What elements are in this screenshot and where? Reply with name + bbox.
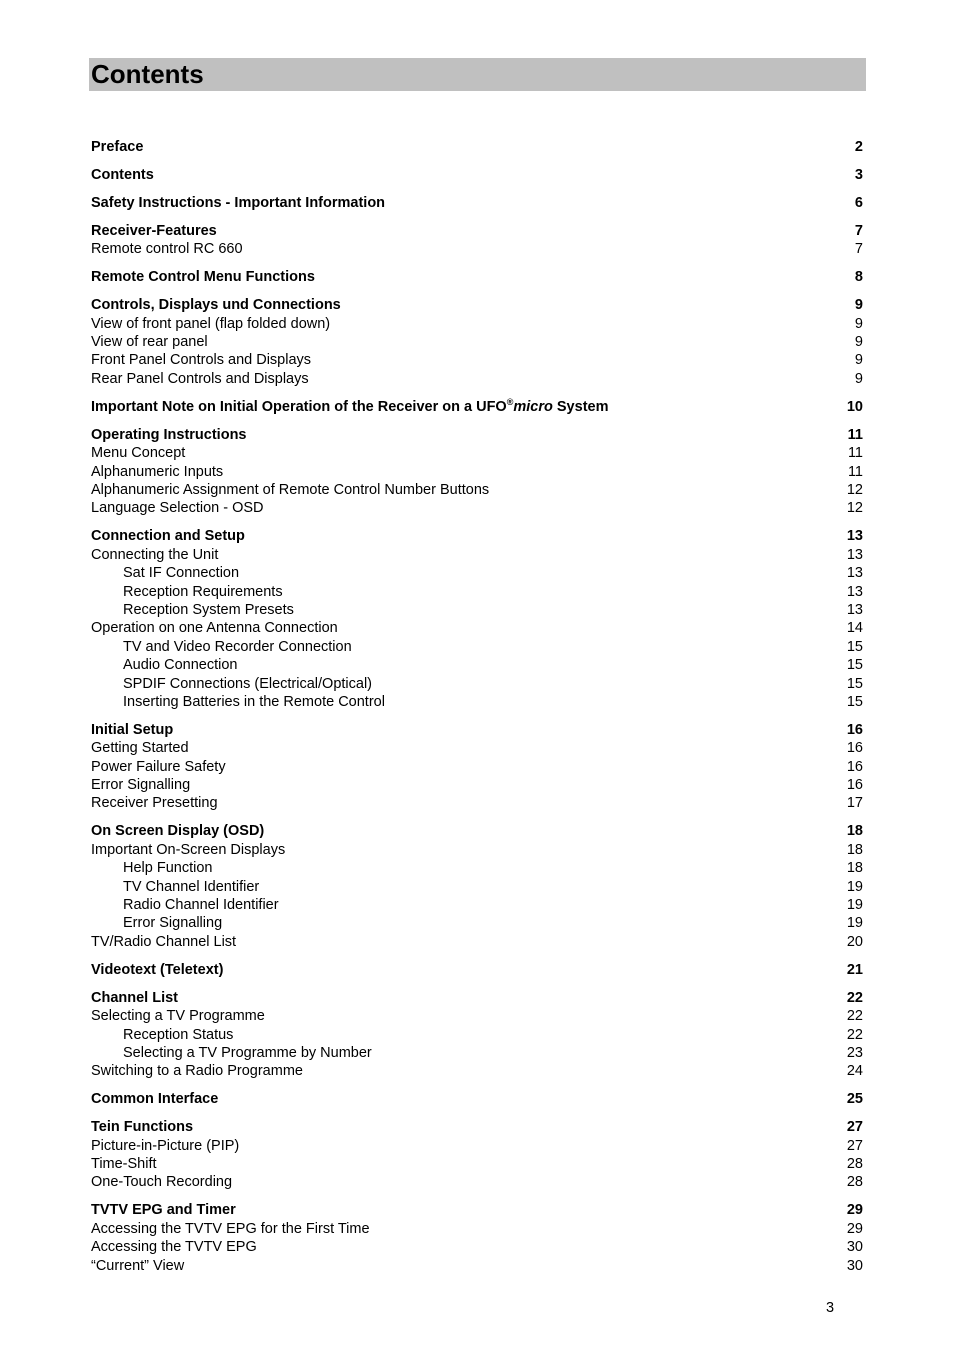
toc-entry-label: SPDIF Connections (Electrical/Optical) xyxy=(123,675,372,692)
toc-entry-label: “Current” View xyxy=(91,1257,185,1274)
toc-chapter-entry[interactable] xyxy=(91,989,863,1007)
toc-entry-label: Time-Shift xyxy=(91,1156,157,1173)
toc-page-number: 10 xyxy=(846,398,863,415)
toc-page-number: 29 xyxy=(846,1220,863,1237)
section-gap xyxy=(91,518,863,528)
toc-page-number: 27 xyxy=(846,1119,863,1136)
toc-page-number: 12 xyxy=(846,482,863,499)
toc-subentry[interactable] xyxy=(91,794,863,812)
toc-subentry[interactable] xyxy=(91,370,863,388)
toc-page-number: 14 xyxy=(846,620,863,637)
toc-subentry[interactable] xyxy=(91,933,863,951)
toc-subentry[interactable] xyxy=(91,463,863,481)
toc-chapter-entry[interactable] xyxy=(91,222,863,240)
toc-page-number: 15 xyxy=(846,675,863,692)
toc-subentry[interactable] xyxy=(91,638,863,656)
toc-page-number: 15 xyxy=(846,638,863,655)
toc-entry-label: Videotext (Teletext) xyxy=(91,961,224,978)
toc-entry-label: TV/Radio Channel List xyxy=(91,933,237,950)
toc-entry-label: TV Channel Identifier xyxy=(123,878,260,895)
toc-subentry[interactable] xyxy=(91,333,863,351)
toc-entry-label: Operating Instructions xyxy=(91,426,247,443)
toc-chapter-entry[interactable] xyxy=(91,1201,863,1219)
toc-subentry[interactable] xyxy=(91,619,863,637)
toc-chapter-entry[interactable] xyxy=(91,166,863,184)
toc-page-number: 20 xyxy=(846,933,863,950)
toc-entry-label: Selecting a TV Programme by Number xyxy=(123,1044,372,1061)
toc-page-number: 18 xyxy=(846,823,863,840)
toc-subentry[interactable] xyxy=(91,499,863,517)
toc-entry-label: Switching to a Radio Programme xyxy=(91,1063,303,1080)
toc-page-number: 9 xyxy=(854,352,863,369)
toc-entry-label: Alphanumeric Inputs xyxy=(91,463,224,480)
toc-page-number: 22 xyxy=(846,1008,863,1025)
toc-entry-label: Remote Control Menu Functions xyxy=(91,269,315,286)
toc-entry-label: Connecting the Unit xyxy=(91,546,219,563)
table-of-contents xyxy=(91,138,863,1275)
toc-subentry[interactable] xyxy=(91,878,863,896)
toc-entry-label: Help Function xyxy=(123,860,213,877)
section-gap xyxy=(91,1109,863,1119)
toc-entry-label: Error Signalling xyxy=(91,777,191,794)
toc-subentry[interactable] xyxy=(91,564,863,582)
toc-entry-label-part: System xyxy=(552,398,609,415)
section-gap xyxy=(91,813,863,823)
toc-entry-label: Important On-Screen Displays xyxy=(91,841,286,858)
toc-subentry[interactable] xyxy=(91,240,863,258)
toc-entry-label: Sat IF Connection xyxy=(123,565,240,582)
toc-chapter-entry[interactable] xyxy=(91,721,863,739)
page-title: Contents xyxy=(91,59,204,89)
toc-page-number: 30 xyxy=(846,1257,863,1274)
toc-entry-label: View of front panel (flap folded down) xyxy=(91,315,331,332)
toc-page-number: 12 xyxy=(846,500,863,517)
toc-subentry[interactable] xyxy=(91,1007,863,1025)
toc-page-number: 8 xyxy=(854,269,863,286)
toc-page-number: 7 xyxy=(854,241,863,258)
toc-entry-label: Preface xyxy=(91,139,144,155)
toc-entry-label: Rear Panel Controls and Displays xyxy=(91,370,309,387)
toc-entry-label-italic: micro xyxy=(513,398,553,415)
toc-entry-label: Accessing the TVTV EPG for the First Time xyxy=(91,1220,370,1237)
toc-entry-label: Inserting Batteries in the Remote Control xyxy=(123,693,385,710)
toc-chapter-entry[interactable] xyxy=(91,822,863,840)
toc-page-number: 11 xyxy=(847,445,863,462)
section-gap xyxy=(91,156,863,166)
toc-page-number: 19 xyxy=(846,878,863,895)
toc-entry-label: On Screen Display (OSD) xyxy=(91,823,265,840)
toc-entry-label: TVTV EPG and Timer xyxy=(91,1202,236,1219)
toc-entry-label: Reception Status xyxy=(123,1026,234,1043)
toc-entry-label: One-Touch Recording xyxy=(91,1174,233,1191)
section-gap xyxy=(91,212,863,222)
toc-entry-label: Initial Setup xyxy=(91,721,174,738)
toc-chapter-entry[interactable] xyxy=(91,268,863,286)
toc-page-number: 13 xyxy=(846,565,863,582)
toc-page-number: 21 xyxy=(846,961,863,978)
toc-page-number: 22 xyxy=(846,989,863,1006)
toc-page-number: 29 xyxy=(846,1202,863,1219)
toc-entry-label xyxy=(91,398,609,416)
toc-entry-label: Controls, Displays und Connections xyxy=(91,297,341,314)
toc-page-number: 15 xyxy=(846,657,863,674)
toc-page-number: 15 xyxy=(846,693,863,710)
toc-subentry[interactable] xyxy=(91,693,863,711)
page-number: 3 xyxy=(826,1300,835,1316)
toc-page-number: 19 xyxy=(846,897,863,913)
toc-entry-label: TV and Video Recorder Connection xyxy=(123,638,352,655)
toc-page-number: 13 xyxy=(846,546,863,563)
toc-page-number: 22 xyxy=(846,1026,863,1043)
toc-page-number: 9 xyxy=(854,370,863,387)
toc-page-number: 19 xyxy=(846,915,863,932)
toc-page-number: 28 xyxy=(846,1174,863,1191)
toc-page-number: 17 xyxy=(846,795,863,812)
toc-page-number: 2 xyxy=(854,139,863,155)
toc-subentry[interactable] xyxy=(91,1238,863,1256)
toc-entry-label: Operation on one Antenna Connection xyxy=(91,620,338,637)
toc-page-number: 9 xyxy=(854,297,863,314)
toc-entry-label: Reception Requirements xyxy=(123,583,283,600)
toc-page-number: 16 xyxy=(846,721,863,738)
toc-subentry[interactable] xyxy=(91,896,863,914)
section-gap xyxy=(91,951,863,961)
toc-subentry[interactable] xyxy=(91,1257,863,1275)
toc-subentry[interactable] xyxy=(91,1062,863,1080)
toc-entry-label-part: Important Note on Initial Operation of the Receiver on a UFO xyxy=(91,398,507,415)
toc-entry-label: Contents xyxy=(91,166,154,183)
toc-page-number: 11 xyxy=(847,426,863,443)
toc-entry-label: Safety Instructions - Important Information xyxy=(91,194,386,211)
toc-chapter-entry[interactable] xyxy=(91,1090,863,1108)
toc-page-number: 6 xyxy=(854,194,863,211)
toc-chapter-entry[interactable] xyxy=(91,527,863,545)
toc-page-number: 18 xyxy=(846,860,863,877)
toc-page-number: 16 xyxy=(846,758,863,775)
toc-entry-label: Tein Functions xyxy=(91,1119,194,1136)
toc-entry-label: Common Interface xyxy=(91,1091,219,1108)
toc-subentry[interactable] xyxy=(91,1026,863,1044)
toc-chapter-entry[interactable] xyxy=(91,961,863,979)
section-gap xyxy=(91,287,863,297)
toc-subentry[interactable] xyxy=(91,1155,863,1173)
toc-subentry[interactable] xyxy=(91,583,863,601)
toc-entry-label: Power Failure Safety xyxy=(91,758,226,775)
toc-entry-label: Getting Started xyxy=(91,740,189,757)
toc-entry-label: Accessing the TVTV EPG xyxy=(91,1239,257,1256)
toc-subentry[interactable] xyxy=(91,914,863,932)
toc-entry-label: Receiver-Features xyxy=(91,222,217,239)
section-gap xyxy=(91,1192,863,1202)
toc-page-number: 9 xyxy=(854,334,863,351)
toc-page-number: 13 xyxy=(846,583,863,600)
toc-subentry[interactable] xyxy=(91,656,863,674)
toc-page-number: 18 xyxy=(846,841,863,858)
toc-entry-label: View of rear panel xyxy=(91,334,208,351)
toc-subentry[interactable] xyxy=(91,546,863,564)
toc-subentry[interactable] xyxy=(91,1137,863,1155)
section-gap xyxy=(91,259,863,269)
toc-page-number: 27 xyxy=(846,1137,863,1154)
toc-subentry[interactable] xyxy=(91,444,863,462)
toc-page-number: 9 xyxy=(854,315,863,332)
toc-entry-label: Channel List xyxy=(91,989,179,1006)
toc-page-number: 28 xyxy=(846,1156,863,1173)
toc-subentry[interactable] xyxy=(91,675,863,693)
toc-page-number: 13 xyxy=(846,601,863,618)
toc-entry-label: Audio Connection xyxy=(123,657,238,674)
toc-page-number: 30 xyxy=(846,1239,863,1256)
toc-chapter-entry[interactable] xyxy=(91,138,863,156)
toc-subentry[interactable] xyxy=(91,351,863,369)
toc-entry-label: Remote control RC 660 xyxy=(91,241,243,258)
toc-entry-label: Receiver Presetting xyxy=(91,795,218,812)
toc-page-number: 13 xyxy=(846,528,863,545)
toc-subentry[interactable] xyxy=(91,1173,863,1191)
toc-page-number: 16 xyxy=(846,777,863,794)
toc-chapter-entry[interactable] xyxy=(91,398,863,416)
toc-entry-label: Connection and Setup xyxy=(91,528,245,545)
toc-page-number: 24 xyxy=(846,1063,863,1080)
toc-subentry[interactable] xyxy=(91,739,863,757)
toc-subentry[interactable] xyxy=(91,841,863,859)
toc-subentry[interactable] xyxy=(91,776,863,794)
toc-entry-label: Radio Channel Identifier xyxy=(123,897,279,913)
title-bar xyxy=(89,58,866,91)
toc-entry-label: Error Signalling xyxy=(123,915,223,932)
registered-mark: ® xyxy=(506,397,514,408)
toc-entry-label: Picture-in-Picture (PIP) xyxy=(91,1137,240,1154)
toc-chapter-entry[interactable] xyxy=(91,194,863,212)
toc-chapter-entry[interactable] xyxy=(91,296,863,314)
toc-entry-label: Alphanumeric Assignment of Remote Control Number Buttons xyxy=(91,482,490,499)
toc-subentry[interactable] xyxy=(91,315,863,333)
section-gap xyxy=(91,416,863,426)
toc-page-number: 11 xyxy=(847,463,863,480)
toc-subentry[interactable] xyxy=(91,601,863,619)
toc-entry-label: Reception System Presets xyxy=(123,601,294,618)
toc-subentry[interactable] xyxy=(91,859,863,877)
toc-page-number: 7 xyxy=(854,222,863,239)
section-gap xyxy=(91,979,863,989)
toc-subentry[interactable] xyxy=(91,758,863,776)
toc-entry-label: Selecting a TV Programme xyxy=(91,1008,265,1025)
toc-page-number: 25 xyxy=(846,1091,863,1108)
section-gap xyxy=(91,388,863,398)
toc-subentry[interactable] xyxy=(91,1220,863,1238)
toc-page-number: 23 xyxy=(846,1044,863,1061)
toc-entry-label: Menu Concept xyxy=(91,445,186,462)
toc-subentry[interactable] xyxy=(91,481,863,499)
toc-entry-label: Front Panel Controls and Displays xyxy=(91,352,312,369)
section-gap xyxy=(91,1081,863,1091)
toc-entry-label: Language Selection - OSD xyxy=(91,500,264,517)
toc-chapter-entry[interactable] xyxy=(91,1118,863,1136)
section-gap xyxy=(91,711,863,721)
toc-page-number: 3 xyxy=(854,166,863,183)
toc-chapter-entry[interactable] xyxy=(91,426,863,444)
toc-page-number: 16 xyxy=(846,740,863,757)
toc-subentry[interactable] xyxy=(91,1044,863,1062)
section-gap xyxy=(91,184,863,194)
